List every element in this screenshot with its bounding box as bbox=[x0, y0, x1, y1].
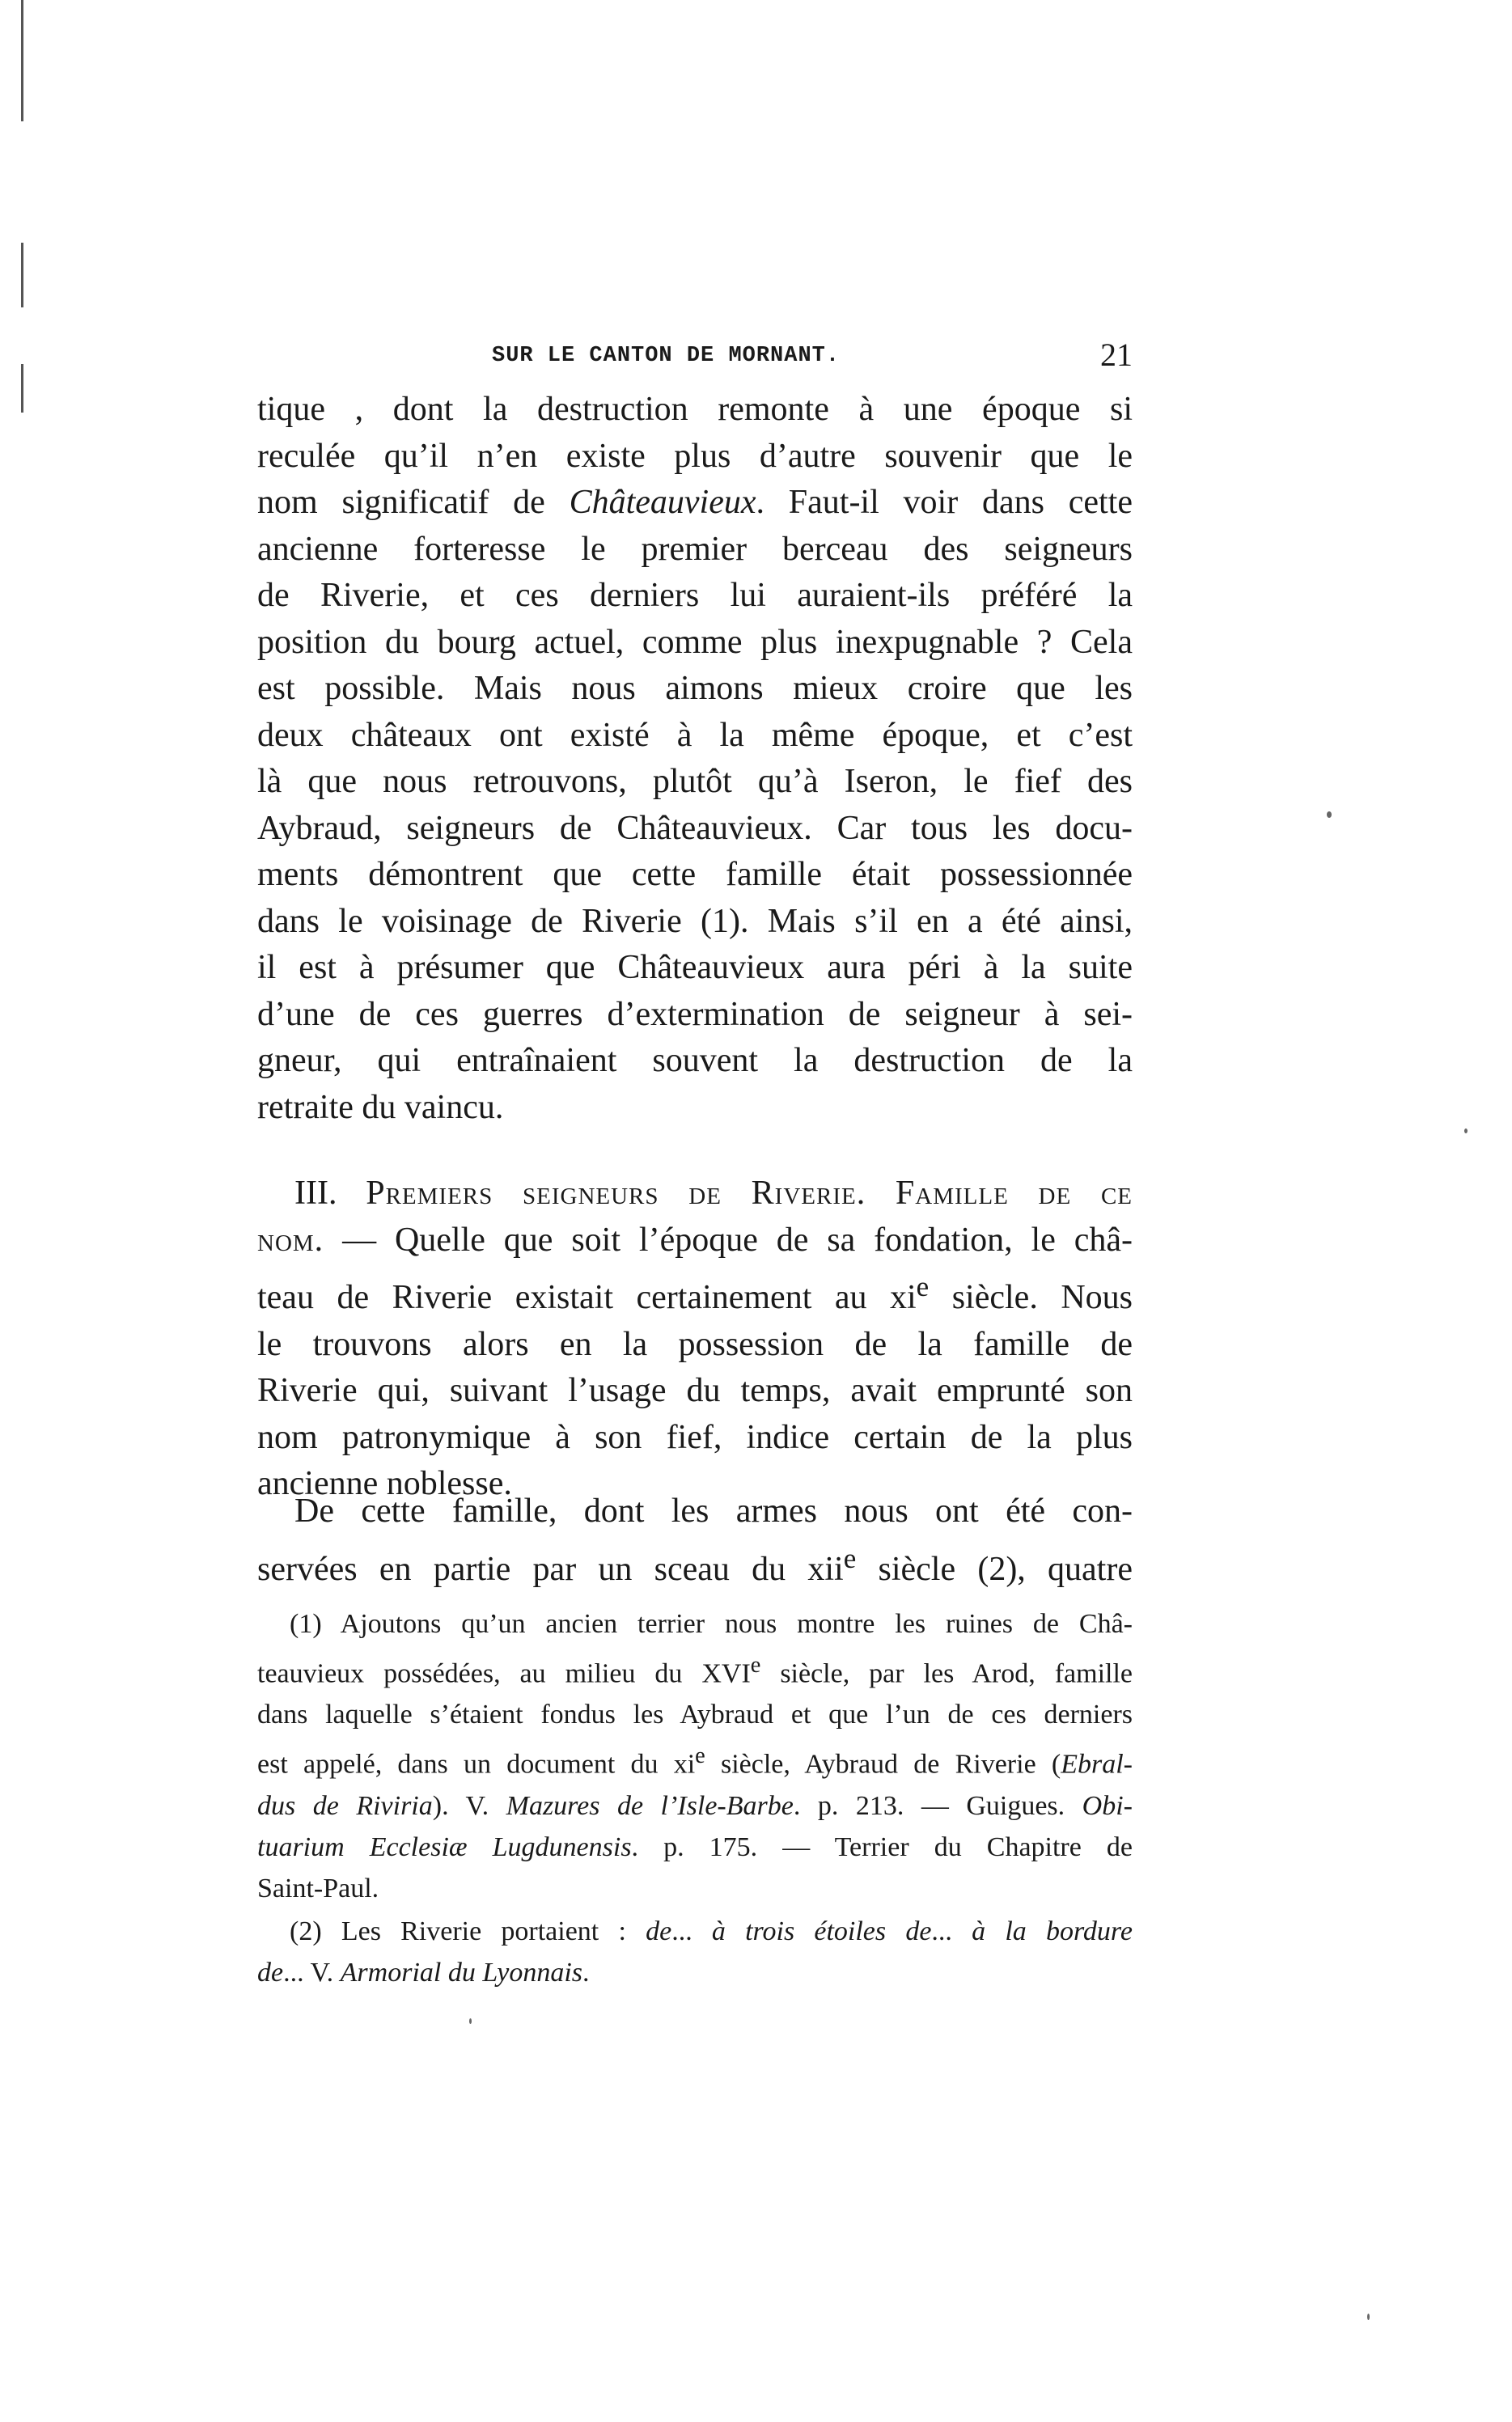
text-line: deux châteaux ont existé à la même époque, et c’est bbox=[257, 716, 1133, 754]
text-line: Riverie qui, suivant l’usage du temps, avait emprunté son bbox=[257, 1372, 1133, 1409]
running-head bbox=[257, 336, 1133, 376]
text-line: ancienne noblesse. bbox=[257, 1465, 512, 1502]
text-line: nom. — Quelle que soit l’époque de sa fondation, le châ- bbox=[257, 1221, 1133, 1259]
footnote-line: (2) Les Riverie portaient : de... à trois étoiles de... à la bordure bbox=[290, 1916, 1133, 1946]
page-edge-mark bbox=[21, 243, 23, 307]
scan-speck bbox=[469, 2018, 472, 2024]
paragraph-1 bbox=[257, 387, 1133, 1131]
text-line: est possible. Mais nous aimons mieux croire que les bbox=[257, 670, 1133, 707]
text-line: position du bourg actuel, comme plus inexpugnable ? Cela bbox=[257, 623, 1133, 661]
text-line: de Riverie, et ces derniers lui auraient-ils préféré la bbox=[257, 577, 1133, 614]
footnote-line: Saint-Paul. bbox=[257, 1873, 379, 1903]
page-edge-mark bbox=[21, 364, 23, 413]
footnotes bbox=[257, 1603, 1133, 1993]
text-line: d’une de ces guerres d’extermination de seigneur à sei- bbox=[257, 995, 1133, 1033]
footnote-1 bbox=[257, 1603, 1133, 1909]
footnote-line: tuarium Ecclesiæ Lugdunensis. p. 175. — Terrier du Chapitre de bbox=[257, 1831, 1133, 1862]
footnote-line: dus de Riviria). V. Mazures de l’Isle-Barbe. p. 213. — Guigues. Obi- bbox=[257, 1790, 1133, 1821]
footnote-line: (1) Ajoutons qu’un ancien terrier nous montre les ruines de Châ- bbox=[290, 1609, 1133, 1639]
text-line: ments démontrent que cette famille était possessionnée bbox=[257, 856, 1133, 893]
text-line: gneur, qui entraînaient souvent la destruction de la bbox=[257, 1042, 1133, 1079]
text-line: nom patronymique à son fief, indice certain de la plus bbox=[257, 1418, 1133, 1456]
text-line: ancienne forteresse le premier berceau des seigneurs bbox=[257, 530, 1133, 568]
text-line: servées en partie par un sceau du xii$^e$ siècle (2), quatre bbox=[257, 1542, 1133, 1588]
section-title: Premiers seigneurs de Riverie. Famille de ce bbox=[366, 1175, 1133, 1212]
section-heading bbox=[257, 1171, 1133, 1217]
text-line: De cette famille, dont les armes nous ont été con- bbox=[294, 1493, 1133, 1530]
text-line: Aybraud, seigneurs de Châteauvieux. Car tous les docu- bbox=[257, 809, 1133, 847]
footnote-2 bbox=[257, 1911, 1133, 1993]
scan-speck bbox=[1367, 2314, 1370, 2320]
text-line: tique , dont la destruction remonte à une époque si bbox=[257, 391, 1133, 428]
footnote-line: de... V. Armorial du Lyonnais. bbox=[257, 1957, 590, 1988]
text-line: le trouvons alors en la possession de la famille de bbox=[257, 1325, 1133, 1363]
footnote-line: dans laquelle s’étaient fondus les Aybraud et que l’un de ces derniers bbox=[257, 1700, 1133, 1730]
running-title: SUR LE CANTON DE MORNANT. bbox=[492, 344, 841, 368]
text-line: retraite du vaincu. bbox=[257, 1088, 504, 1126]
scan-speck bbox=[1327, 811, 1332, 818]
scan-speck bbox=[1464, 1128, 1468, 1133]
page-number: 21 bbox=[1100, 337, 1133, 373]
text-line: nom significatif de Châteauvieux. Faut-il voir dans cette bbox=[257, 484, 1133, 521]
section-numeral: III. bbox=[294, 1175, 337, 1212]
text-line: teau de Riverie existait certainement au $xi^e$ siècle. Nous bbox=[257, 1271, 1133, 1316]
section-3 bbox=[257, 1171, 1133, 1508]
page-edge-mark bbox=[21, 0, 23, 121]
paragraph-2 bbox=[257, 1488, 1133, 1593]
text-line: là que nous retrouvons, plutôt qu’à Iseron, le fief des bbox=[257, 763, 1133, 800]
text-line: il est à présumer que Châteauvieux aura péri à la suite bbox=[257, 949, 1133, 986]
text-line: reculée qu’il n’en existe plus d’autre souvenir que le bbox=[257, 437, 1133, 475]
footnote-line: est appelé, dans un document du $xi^e$ siècle, Aybraud de Riverie (Ebral- bbox=[257, 1743, 1133, 1780]
footnote-line: teauvieux possédées, au milieu du XVIe siècle, par les Arod, famille bbox=[257, 1653, 1133, 1689]
text-line: dans le voisinage de Riverie (1). Mais s’il en a été ainsi, bbox=[257, 902, 1133, 940]
